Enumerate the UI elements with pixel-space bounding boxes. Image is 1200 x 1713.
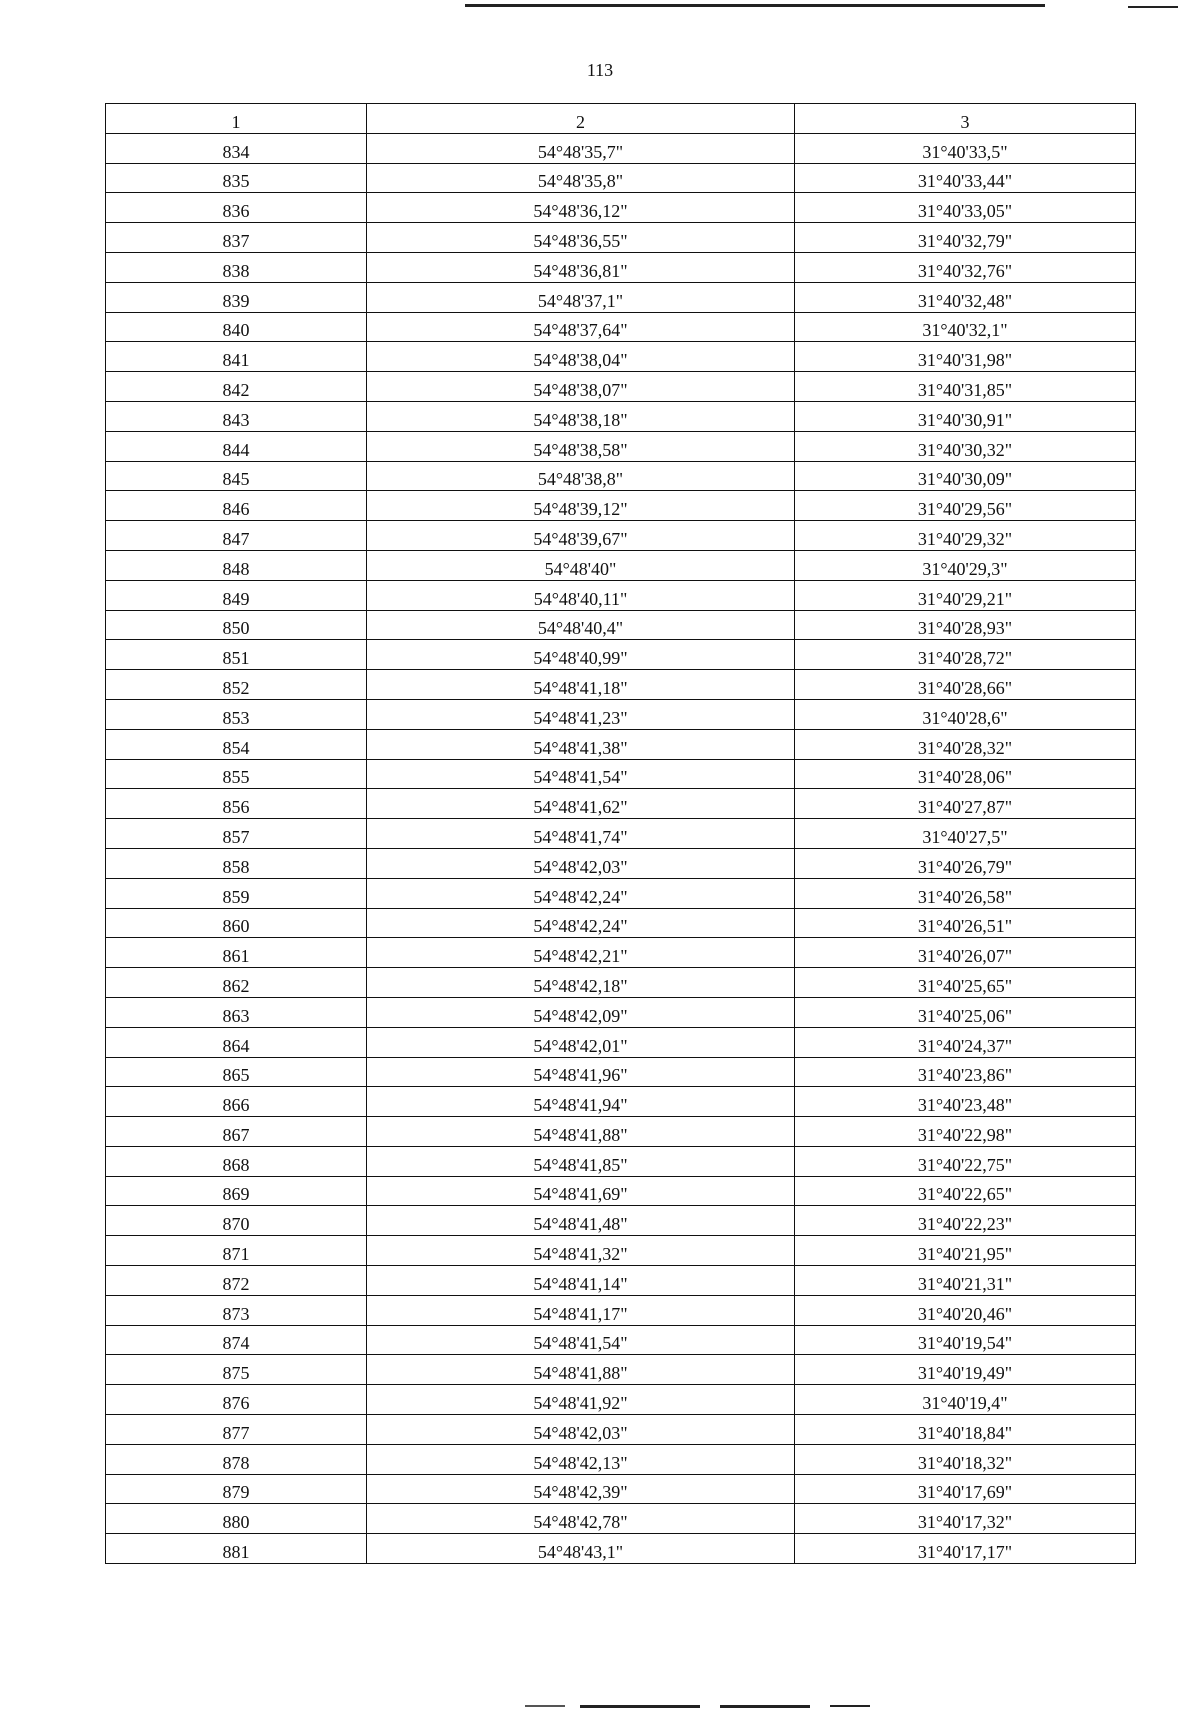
point-number-cell: 873 xyxy=(106,1295,367,1325)
longitude-cell: 31°40'29,3" xyxy=(795,550,1136,580)
point-number-cell: 854 xyxy=(106,729,367,759)
latitude-cell: 54°48'42,39" xyxy=(367,1474,795,1504)
table-row xyxy=(106,997,1136,1027)
table-row xyxy=(106,1385,1136,1415)
longitude-cell: 31°40'26,51" xyxy=(795,908,1136,938)
table-row xyxy=(106,1087,1136,1117)
latitude-cell: 54°48'42,03" xyxy=(367,848,795,878)
point-number-cell: 866 xyxy=(106,1087,367,1117)
point-number-cell: 856 xyxy=(106,789,367,819)
longitude-cell: 31°40'22,75" xyxy=(795,1146,1136,1176)
latitude-cell: 54°48'36,12" xyxy=(367,193,795,223)
latitude-cell: 54°48'41,62" xyxy=(367,789,795,819)
longitude-cell: 31°40'33,44" xyxy=(795,163,1136,193)
longitude-cell: 31°40'25,65" xyxy=(795,968,1136,998)
latitude-cell: 54°48'41,69" xyxy=(367,1176,795,1206)
point-number-cell: 851 xyxy=(106,640,367,670)
latitude-cell: 54°48'40,99" xyxy=(367,640,795,670)
table-row xyxy=(106,1117,1136,1147)
longitude-cell: 31°40'17,17" xyxy=(795,1534,1136,1564)
latitude-cell: 54°48'38,18" xyxy=(367,401,795,431)
latitude-cell: 54°48'37,1" xyxy=(367,282,795,312)
latitude-cell: 54°48'41,94" xyxy=(367,1087,795,1117)
point-number-cell: 875 xyxy=(106,1355,367,1385)
table-row xyxy=(106,1146,1136,1176)
point-number-cell: 835 xyxy=(106,163,367,193)
longitude-cell: 31°40'17,69" xyxy=(795,1474,1136,1504)
longitude-cell: 31°40'22,98" xyxy=(795,1117,1136,1147)
point-number-cell: 863 xyxy=(106,997,367,1027)
longitude-cell: 31°40'18,32" xyxy=(795,1444,1136,1474)
point-number-cell: 858 xyxy=(106,848,367,878)
latitude-cell: 54°48'41,17" xyxy=(367,1295,795,1325)
table-row xyxy=(106,640,1136,670)
column-header-2: 2 xyxy=(367,104,795,134)
point-number-cell: 872 xyxy=(106,1266,367,1296)
latitude-cell: 54°48'41,85" xyxy=(367,1146,795,1176)
table-row xyxy=(106,1266,1136,1296)
latitude-cell: 54°48'42,24" xyxy=(367,878,795,908)
table-row xyxy=(106,252,1136,282)
point-number-cell: 849 xyxy=(106,580,367,610)
point-number-cell: 844 xyxy=(106,431,367,461)
table-row xyxy=(106,908,1136,938)
longitude-cell: 31°40'22,65" xyxy=(795,1176,1136,1206)
longitude-cell: 31°40'29,56" xyxy=(795,491,1136,521)
longitude-cell: 31°40'26,79" xyxy=(795,848,1136,878)
latitude-cell: 54°48'41,96" xyxy=(367,1057,795,1087)
latitude-cell: 54°48'38,58" xyxy=(367,431,795,461)
point-number-cell: 846 xyxy=(106,491,367,521)
table-row xyxy=(106,1355,1136,1385)
latitude-cell: 54°48'41,48" xyxy=(367,1206,795,1236)
latitude-cell: 54°48'42,78" xyxy=(367,1504,795,1534)
longitude-cell: 31°40'23,86" xyxy=(795,1057,1136,1087)
longitude-cell: 31°40'26,07" xyxy=(795,938,1136,968)
table-row xyxy=(106,670,1136,700)
latitude-cell: 54°48'42,18" xyxy=(367,968,795,998)
table-row xyxy=(106,401,1136,431)
table-row xyxy=(106,223,1136,253)
table-row xyxy=(106,759,1136,789)
table-row xyxy=(106,431,1136,461)
table-row xyxy=(106,848,1136,878)
longitude-cell: 31°40'19,54" xyxy=(795,1325,1136,1355)
latitude-cell: 54°48'41,54" xyxy=(367,1325,795,1355)
table-row xyxy=(106,1444,1136,1474)
point-number-cell: 855 xyxy=(106,759,367,789)
scan-artifact-line xyxy=(830,1705,870,1707)
latitude-cell: 54°48'41,14" xyxy=(367,1266,795,1296)
scan-artifact-line xyxy=(525,1705,565,1707)
point-number-cell: 880 xyxy=(106,1504,367,1534)
point-number-cell: 877 xyxy=(106,1415,367,1445)
longitude-cell: 31°40'23,48" xyxy=(795,1087,1136,1117)
table-row xyxy=(106,819,1136,849)
longitude-cell: 31°40'32,76" xyxy=(795,252,1136,282)
longitude-cell: 31°40'25,06" xyxy=(795,997,1136,1027)
longitude-cell: 31°40'28,93" xyxy=(795,610,1136,640)
longitude-cell: 31°40'22,23" xyxy=(795,1206,1136,1236)
table-row xyxy=(106,580,1136,610)
table-row xyxy=(106,1057,1136,1087)
table-row xyxy=(106,1534,1136,1564)
point-number-cell: 840 xyxy=(106,312,367,342)
table-row xyxy=(106,699,1136,729)
longitude-cell: 31°40'33,05" xyxy=(795,193,1136,223)
point-number-cell: 843 xyxy=(106,401,367,431)
point-number-cell: 834 xyxy=(106,133,367,163)
longitude-cell: 31°40'31,98" xyxy=(795,342,1136,372)
scan-artifact-line xyxy=(580,1705,700,1708)
table-row xyxy=(106,163,1136,193)
longitude-cell: 31°40'28,06" xyxy=(795,759,1136,789)
point-number-cell: 878 xyxy=(106,1444,367,1474)
point-number-cell: 865 xyxy=(106,1057,367,1087)
point-number-cell: 837 xyxy=(106,223,367,253)
column-header-1: 1 xyxy=(106,104,367,134)
latitude-cell: 54°48'41,74" xyxy=(367,819,795,849)
latitude-cell: 54°48'35,8" xyxy=(367,163,795,193)
latitude-cell: 54°48'40,4" xyxy=(367,610,795,640)
table-row xyxy=(106,193,1136,223)
point-number-cell: 839 xyxy=(106,282,367,312)
point-number-cell: 879 xyxy=(106,1474,367,1504)
latitude-cell: 54°48'38,04" xyxy=(367,342,795,372)
table-row xyxy=(106,1236,1136,1266)
latitude-cell: 54°48'41,23" xyxy=(367,699,795,729)
scan-artifact-line xyxy=(465,4,1045,7)
latitude-cell: 54°48'36,55" xyxy=(367,223,795,253)
table-row xyxy=(106,1415,1136,1445)
scan-artifact-line xyxy=(1128,6,1178,8)
latitude-cell: 54°48'42,09" xyxy=(367,997,795,1027)
latitude-cell: 54°48'41,32" xyxy=(367,1236,795,1266)
longitude-cell: 31°40'19,49" xyxy=(795,1355,1136,1385)
latitude-cell: 54°48'38,8" xyxy=(367,461,795,491)
table-row xyxy=(106,1325,1136,1355)
latitude-cell: 54°48'36,81" xyxy=(367,252,795,282)
point-number-cell: 871 xyxy=(106,1236,367,1266)
table-row xyxy=(106,789,1136,819)
point-number-cell: 850 xyxy=(106,610,367,640)
point-number-cell: 868 xyxy=(106,1146,367,1176)
longitude-cell: 31°40'28,72" xyxy=(795,640,1136,670)
point-number-cell: 836 xyxy=(106,193,367,223)
point-number-cell: 869 xyxy=(106,1176,367,1206)
latitude-cell: 54°48'41,92" xyxy=(367,1385,795,1415)
point-number-cell: 881 xyxy=(106,1534,367,1564)
table-row xyxy=(106,342,1136,372)
table-row xyxy=(106,133,1136,163)
point-number-cell: 838 xyxy=(106,252,367,282)
point-number-cell: 861 xyxy=(106,938,367,968)
table-row xyxy=(106,372,1136,402)
point-number-cell: 853 xyxy=(106,699,367,729)
longitude-cell: 31°40'17,32" xyxy=(795,1504,1136,1534)
longitude-cell: 31°40'32,48" xyxy=(795,282,1136,312)
table-row xyxy=(106,1206,1136,1236)
scan-artifact-line xyxy=(720,1705,810,1708)
longitude-cell: 31°40'28,6" xyxy=(795,699,1136,729)
point-number-cell: 859 xyxy=(106,878,367,908)
table-row xyxy=(106,282,1136,312)
longitude-cell: 31°40'24,37" xyxy=(795,1027,1136,1057)
longitude-cell: 31°40'32,1" xyxy=(795,312,1136,342)
point-number-cell: 841 xyxy=(106,342,367,372)
point-number-cell: 876 xyxy=(106,1385,367,1415)
longitude-cell: 31°40'31,85" xyxy=(795,372,1136,402)
longitude-cell: 31°40'21,31" xyxy=(795,1266,1136,1296)
longitude-cell: 31°40'30,32" xyxy=(795,431,1136,461)
point-number-cell: 842 xyxy=(106,372,367,402)
table-row xyxy=(106,1176,1136,1206)
point-number-cell: 870 xyxy=(106,1206,367,1236)
longitude-cell: 31°40'28,32" xyxy=(795,729,1136,759)
longitude-cell: 31°40'33,5" xyxy=(795,133,1136,163)
table-row xyxy=(106,461,1136,491)
point-number-cell: 862 xyxy=(106,968,367,998)
table-row xyxy=(106,878,1136,908)
table-row xyxy=(106,521,1136,551)
point-number-cell: 857 xyxy=(106,819,367,849)
longitude-cell: 31°40'20,46" xyxy=(795,1295,1136,1325)
latitude-cell: 54°48'41,54" xyxy=(367,759,795,789)
table-row xyxy=(106,1027,1136,1057)
latitude-cell: 54°48'42,21" xyxy=(367,938,795,968)
latitude-cell: 54°48'40" xyxy=(367,550,795,580)
latitude-cell: 54°48'37,64" xyxy=(367,312,795,342)
latitude-cell: 54°48'39,12" xyxy=(367,491,795,521)
latitude-cell: 54°48'43,1" xyxy=(367,1534,795,1564)
longitude-cell: 31°40'26,58" xyxy=(795,878,1136,908)
latitude-cell: 54°48'42,01" xyxy=(367,1027,795,1057)
table-row xyxy=(106,938,1136,968)
point-number-cell: 867 xyxy=(106,1117,367,1147)
point-number-cell: 860 xyxy=(106,908,367,938)
longitude-cell: 31°40'21,95" xyxy=(795,1236,1136,1266)
latitude-cell: 54°48'35,7" xyxy=(367,133,795,163)
longitude-cell: 31°40'27,5" xyxy=(795,819,1136,849)
point-number-cell: 852 xyxy=(106,670,367,700)
table-body xyxy=(106,133,1136,1563)
latitude-cell: 54°48'42,13" xyxy=(367,1444,795,1474)
point-number-cell: 848 xyxy=(106,550,367,580)
latitude-cell: 54°48'41,18" xyxy=(367,670,795,700)
point-number-cell: 874 xyxy=(106,1325,367,1355)
table-row xyxy=(106,729,1136,759)
latitude-cell: 54°48'41,88" xyxy=(367,1117,795,1147)
table-row xyxy=(106,610,1136,640)
longitude-cell: 31°40'32,79" xyxy=(795,223,1136,253)
point-number-cell: 864 xyxy=(106,1027,367,1057)
longitude-cell: 31°40'30,91" xyxy=(795,401,1136,431)
page-number: 113 xyxy=(586,60,614,80)
longitude-cell: 31°40'19,4" xyxy=(795,1385,1136,1415)
latitude-cell: 54°48'39,67" xyxy=(367,521,795,551)
latitude-cell: 54°48'38,07" xyxy=(367,372,795,402)
coordinates-table xyxy=(105,103,1136,1564)
longitude-cell: 31°40'27,87" xyxy=(795,789,1136,819)
longitude-cell: 31°40'30,09" xyxy=(795,461,1136,491)
latitude-cell: 54°48'42,03" xyxy=(367,1415,795,1445)
longitude-cell: 31°40'28,66" xyxy=(795,670,1136,700)
longitude-cell: 31°40'29,32" xyxy=(795,521,1136,551)
latitude-cell: 54°48'41,38" xyxy=(367,729,795,759)
longitude-cell: 31°40'18,84" xyxy=(795,1415,1136,1445)
column-header-3: 3 xyxy=(795,104,1136,134)
longitude-cell: 31°40'29,21" xyxy=(795,580,1136,610)
latitude-cell: 54°48'40,11" xyxy=(367,580,795,610)
table-header-row xyxy=(106,104,1136,134)
table-row xyxy=(106,1295,1136,1325)
table-row xyxy=(106,1504,1136,1534)
table-row xyxy=(106,968,1136,998)
latitude-cell: 54°48'42,24" xyxy=(367,908,795,938)
point-number-cell: 845 xyxy=(106,461,367,491)
table-row xyxy=(106,1474,1136,1504)
table-row xyxy=(106,491,1136,521)
point-number-cell: 847 xyxy=(106,521,367,551)
table-row xyxy=(106,550,1136,580)
table-row xyxy=(106,312,1136,342)
latitude-cell: 54°48'41,88" xyxy=(367,1355,795,1385)
